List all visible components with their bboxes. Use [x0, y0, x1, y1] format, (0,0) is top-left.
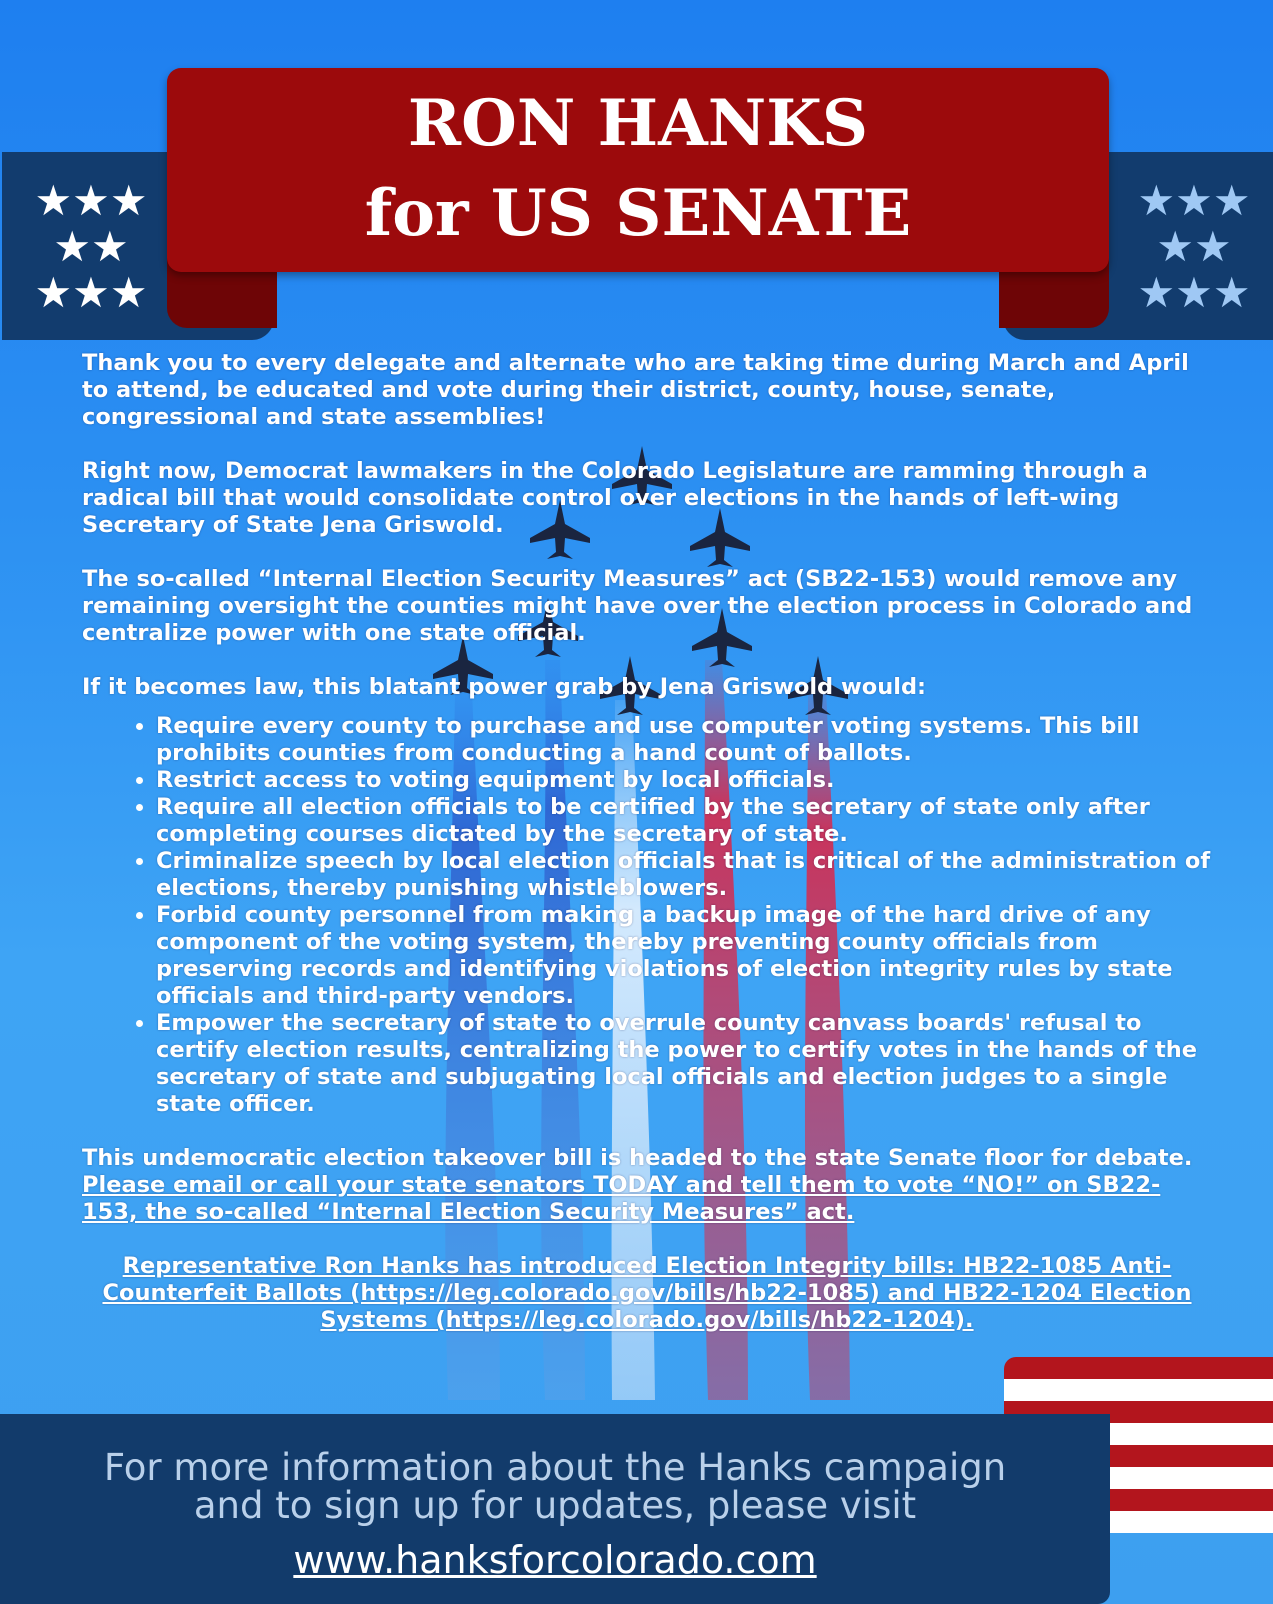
- stars-right-icon: ★★★ ★★ ★★★: [1137, 176, 1251, 317]
- bullet-list: [82, 713, 1212, 1118]
- stars-left-icon: ★★★ ★★ ★★★: [34, 176, 148, 317]
- list-item: • Forbid county personnel from making a backup image of the hard drive of any component of the voting system, thereby preventing county officials from preserving records and identifying violations of election integrity rules by state officials and third-party vendors.: [156, 902, 1212, 1010]
- list-item: • Require all election officials to be certified by the secretary of state only after completing courses dictated by the secretary of state.: [156, 794, 1212, 848]
- footer-info-line-2: and to sign up for updates, please visit: [193, 1484, 917, 1527]
- list-item: • Empower the secretary of state to overrule county canvass boards' refusal to certify election results, centralizing the power to certify votes in the hands of the secretary of state and subjugating local officials and election judges to a single state officer.: [156, 1010, 1212, 1118]
- footer-panel: [0, 1414, 1110, 1604]
- paragraph-legislature: Right now, Democrat lawmakers in the Colorado Legislature are ramming through a radical bill that would consolidate control over elections in the hands of left-wing Secretary of State Jena Griswold.: [82, 458, 1148, 538]
- cta-link[interactable]: Please email or call your state senators TODAY and tell them to vote “NO!” on SB22-153, the so-called “Internal Election Security Measures” act.: [82, 1172, 1161, 1225]
- paragraph-call-to-action: [82, 1145, 1212, 1226]
- list-item: • Criminalize speech by local election officials that is critical of the administration of elections, thereby punishing whistleblowers.: [156, 848, 1212, 902]
- list-item: • Restrict access to voting equipment by local officials.: [156, 767, 1212, 794]
- title-line-1: RON HANKS: [407, 86, 869, 161]
- cta-plain-text: This undemocratic election takeover bill is headed to the state Senate floor for debate.: [82, 1145, 1193, 1171]
- paragraph-intro-list: If it becomes law, this blatant power grab by Jena Griswold would:: [82, 674, 927, 700]
- paragraph-sb22-153: The so-called “Internal Election Security Measures” act (SB22-153) would remove any remaining oversight the counties might have over the election process in Colorado and centralize power with one state official.: [82, 566, 1193, 646]
- main-body: [82, 350, 1212, 1361]
- footer-info-line-1: For more information about the Hanks campaign: [103, 1446, 1007, 1489]
- title-line-2: for US SENATE: [364, 176, 912, 251]
- title-banner: [167, 68, 1109, 272]
- website-link[interactable]: www.hanksforcolorado.com: [293, 1538, 817, 1582]
- paragraph-bills-link[interactable]: Representative Ron Hanks has introduced Election Integrity bills: HB22-1085 Anti-Counterfeit Ballots (https://leg.colorado.gov/bills/hb22-1085) and HB22-1204 Election Systems (https://leg.colorado.gov/bills/hb22-1204).: [102, 1253, 1192, 1333]
- paragraph-thanks: Thank you to every delegate and alternate who are taking time during March and April to attend, be educated and vote during their district, county, house, senate, congressional and state assemblies!: [82, 350, 1189, 430]
- list-item: • Require every county to purchase and use computer voting systems. This bill prohibits counties from conducting a hand count of ballots.: [156, 713, 1212, 767]
